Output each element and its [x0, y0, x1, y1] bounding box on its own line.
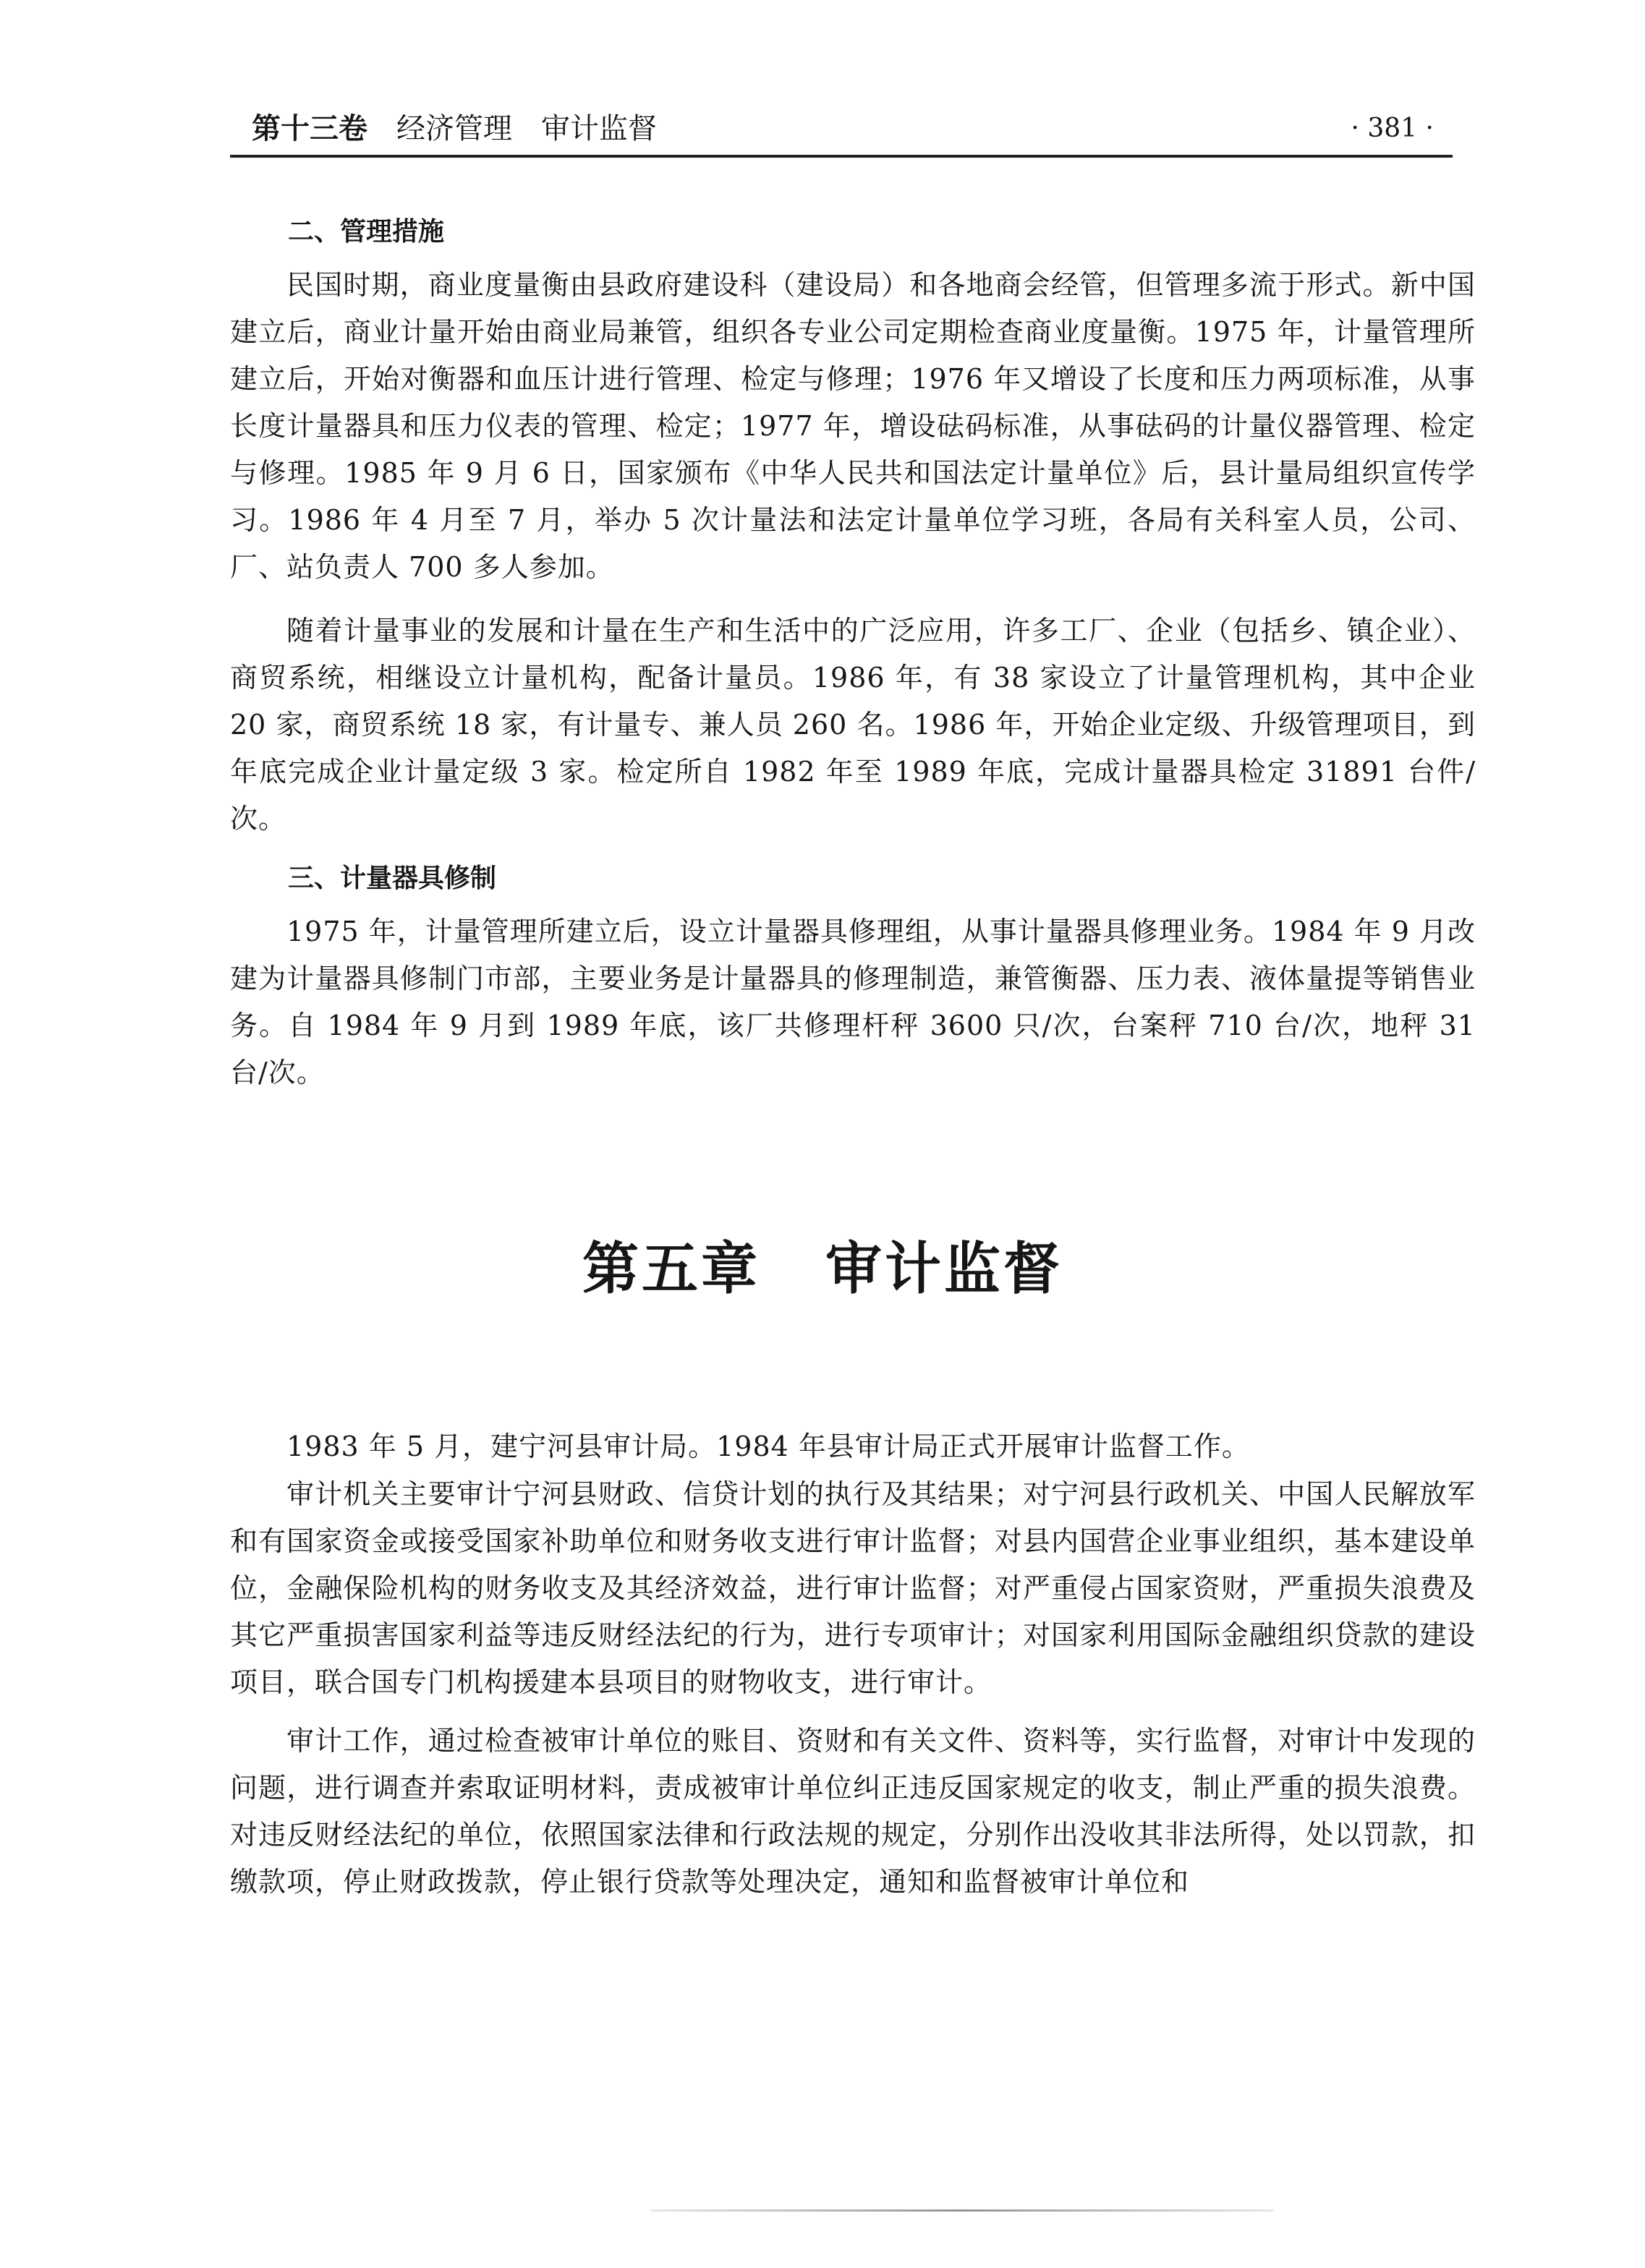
paragraph-management-development: 随着计量事业的发展和计量在生产和生活中的广泛应用，许多工厂、企业（包括乡、镇企业）、商贸系统，相继设立计量机构，配备计量员。1986 年，有 38 家设立了计量管理机构，其中企业 20 家，商贸系统 18 家，有计量专、兼人员 260 名。1986 年，开始企业定级、升级管理项目，到年底完成企业计量定级 3 家。检定所自 1982 年至 1989 年底，完成计量器具检定 31891 台件/次。: [230, 615, 1476, 835]
header-divider: [230, 155, 1453, 158]
running-header: [230, 108, 1453, 152]
volume-label: 第十三卷: [252, 112, 367, 145]
paragraph-instrument-repair: 1975 年，计量管理所建立后，设立计量器具修理组，从事计量器具修理业务。1984 年 9 月改建为计量器具修制门市部，主要业务是计量器具的修理制造，兼管衡器、压力表、液体量提等销售业务。自 1984 年 9 月到 1989 年底，该厂共修理杆秤 3600 只/次，台案秤 710 台/次，地秤 31 台/次。: [230, 916, 1476, 1088]
paragraph-audit-procedure: 审计工作，通过检查被审计单位的账目、资财和有关文件、资料等，实行监督，对审计中发现的问题，进行调查并索取证明材料，责成被审计单位纠正违反国家规定的收支，制止严重的损失浪费。对违反财经法纪的单位，依照国家法律和行政法规的规定，分别作出没收其非法所得，处以罚款，扣缴款项，停止财政拨款，停止银行贷款等处理决定，通知和监督被审计单位和: [230, 1725, 1476, 1898]
paragraph-audit-founding: 1983 年 5 月，建宁河县审计局。1984 年县审计局正式开展审计监督工作。: [286, 1431, 1250, 1462]
chapter-name: 审计监督: [825, 1237, 1063, 1302]
scan-artifact-line: [651, 2209, 1273, 2212]
chapter-title: [0, 1229, 1645, 1309]
section-label: 经济管理: [396, 112, 512, 145]
chapter-number: 第五章: [582, 1237, 760, 1302]
section-heading-management: 二、管理措施: [288, 217, 445, 247]
paragraph-audit-scope: 审计机关主要审计宁河县财政、信贷计划的执行及其结果；对宁河县行政机关、中国人民解放军和有国家资金或接受国家补助单位和财务收支进行审计监督；对县内国营企业事业组织，基本建设单位，金融保险机构的财务收支及其经济效益，进行审计监督；对严重侵占国家资财，严重损失浪费及其它严重损害国家利益等违反财经法纪的行为，进行专项审计；对国家利用国际金融组织贷款的建设项目，联合国专门机构援建本县项目的财物收支，进行审计。: [230, 1478, 1476, 1698]
page-number: · 381 ·: [1351, 114, 1434, 143]
header-title: [252, 108, 657, 149]
section-heading-instrument-repair: 三、计量器具修制: [288, 864, 497, 893]
subsection-label: 审计监督: [541, 112, 657, 145]
paragraph-management-history: 民国时期，商业度量衡由县政府建设科（建设局）和各地商会经管，但管理多流于形式。新中国建立后，商业计量开始由商业局兼管，组织各专业公司定期检查商业度量衡。1975 年，计量管理所建立后，开始对衡器和血压计进行管理、检定与修理；1976 年又增设了长度和压力两项标准，从事长度计量器具和压力仪表的管理、检定；1977 年，增设砝码标准，从事砝码的计量仪器管理、检定与修理。1985 年 9 月 6 日，国家颁布《中华人民共和国法定计量单位》后，县计量局组织宣传学习。1986 年 4 月至 7 月，举办 5 次计量法和法定计量单位学习班，各局有关科室人员，公司、厂、站负责人 700 多人参加。: [230, 269, 1476, 583]
